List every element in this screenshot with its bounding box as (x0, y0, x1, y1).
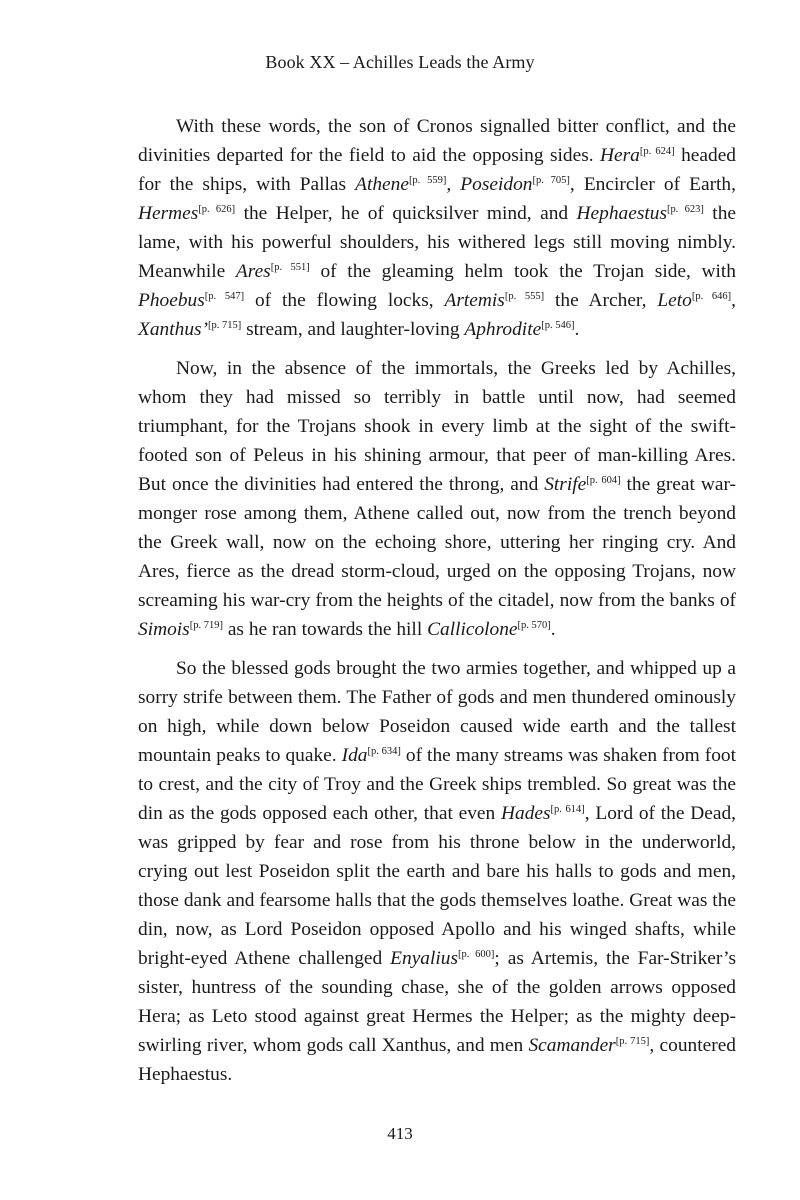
page-reference: [p. 614] (550, 804, 585, 815)
page-reference: [p. 604] (586, 475, 621, 486)
proper-name: Callicolone (427, 619, 518, 640)
text-run: of the flowing locks, (244, 290, 445, 311)
page-reference: [p. 715] (615, 1036, 650, 1047)
text-run: the Helper, he of quicksilver mind, and (235, 203, 577, 224)
text-run: the lame, with his powerful shoulders, his withered legs still moving nimbly. Meanwhile (138, 203, 736, 282)
proper-name: Strife (544, 474, 587, 495)
text-run: of the many streams was shaken from foot to crest, and the city of Troy and the Greek ships trembled. So great was the din as the gods opposed each other, that even (138, 745, 737, 824)
proper-name: Hephaestus (576, 203, 668, 224)
paragraph-1 (138, 112, 736, 344)
page-reference: [p. 715] (208, 320, 242, 331)
proper-name: Poseidon (460, 174, 533, 195)
page-number: 413 (387, 1124, 413, 1143)
page-reference: [p. 646] (691, 291, 732, 302)
proper-name: Ida (341, 745, 368, 766)
proper-name: Leto (657, 290, 692, 311)
proper-name: Hades (501, 803, 551, 824)
proper-name: Scamander (528, 1035, 616, 1056)
page-reference: [p. 551] (270, 262, 310, 273)
running-head: Book XX – Achilles Leads the Army (265, 52, 535, 72)
text-run: . (574, 319, 580, 340)
page-reference: [p. 624] (639, 146, 675, 157)
page-reference: [p. 634] (367, 746, 401, 757)
page-reference: [p. 600] (458, 949, 495, 960)
text-run: , Encircler of Earth, (569, 174, 736, 195)
text-run: headed for the ships, with Pallas (138, 145, 736, 195)
page-reference: [p. 559] (408, 175, 447, 186)
text-run: as he ran towards the hill (222, 619, 428, 640)
paragraph-2 (138, 354, 736, 644)
text-run: stream, and laughter-loving (241, 319, 465, 340)
proper-name: Artemis (444, 290, 505, 311)
text-run: the Archer, (544, 290, 658, 311)
proper-name: Aphrodite (464, 319, 542, 340)
proper-name: Ares (235, 261, 271, 282)
proper-name: Phoebus (138, 290, 205, 311)
proper-name: Xanthus’ (138, 319, 209, 340)
body-text (138, 112, 736, 1099)
proper-name: Athene (355, 174, 409, 195)
page-reference: [p. 547] (204, 291, 245, 302)
text-run: , countered Hephaestus. (138, 1035, 736, 1085)
page-reference: [p. 555] (504, 291, 545, 302)
page-reference: [p. 570] (517, 620, 551, 631)
text-run: So the blessed gods brought the two armies together, and whipped up a sorry strife between them. The Father of gods and men thundered ominously on high, while down below Poseidon caused wide earth and the tallest mountain peaks to quake. (138, 658, 736, 766)
text-run: the great war-monger rose among them, Athene called out, now from the trench beyond the Greek wall, now on the echoing shore, uttering her ringing cry. And Ares, fierce as the dread storm-cloud, urged on the opposing Trojans, now screaming his war-cry from the heights of the citadel, now from the banks of (138, 474, 736, 611)
text-run: , (731, 290, 736, 311)
page-reference: [p. 719] (189, 620, 223, 631)
page-reference: [p. 546] (541, 320, 575, 331)
proper-name: Enyalius (390, 948, 459, 969)
page-reference: [p. 705] (532, 175, 570, 186)
page-reference: [p. 626] (198, 204, 236, 215)
text-run: , Lord of the Dead, was gripped by fear and rose from his throne below in the underworld, crying out lest Poseidon split the earth and bare his halls to gods and men, those dank and fearsome halls that the gods themselves loathe. Great was the din, now, as Lord Poseidon opposed Apollo and his winged shafts, while bright-eyed Athene challenged (138, 803, 736, 969)
text-run: ; as Artemis, the Far-Striker’s sister, huntress of the sounding chase, she of the golden arrows opposed Hera; as Leto stood against great Hermes the Helper; as the mighty deep-swirling river, whom gods call Xanthus, and men (138, 948, 737, 1056)
text-run: of the gleaming helm took the Trojan side, with (309, 261, 736, 282)
paragraph-3 (138, 654, 736, 1089)
proper-name: Simois (138, 619, 190, 640)
page-reference: [p. 623] (667, 204, 704, 215)
text-run: . (550, 619, 556, 640)
text-run: , (446, 174, 461, 195)
text-run: With these words, the son of Cronos signalled bitter conflict, and the divinities departed for the field to aid the opposing sides. (138, 116, 736, 166)
proper-name: Hera (600, 145, 640, 166)
text-run: Now, in the absence of the immortals, the Greeks led by Achilles, whom they had missed so terribly in battle until now, had seemed triumphant, for the Trojans shook in every limb at the sight of the swift-footed son of Peleus in his shining armour, that peer of man-killing Ares. But once the divinities had entered the throng, and (138, 358, 736, 495)
proper-name: Hermes (138, 203, 199, 224)
